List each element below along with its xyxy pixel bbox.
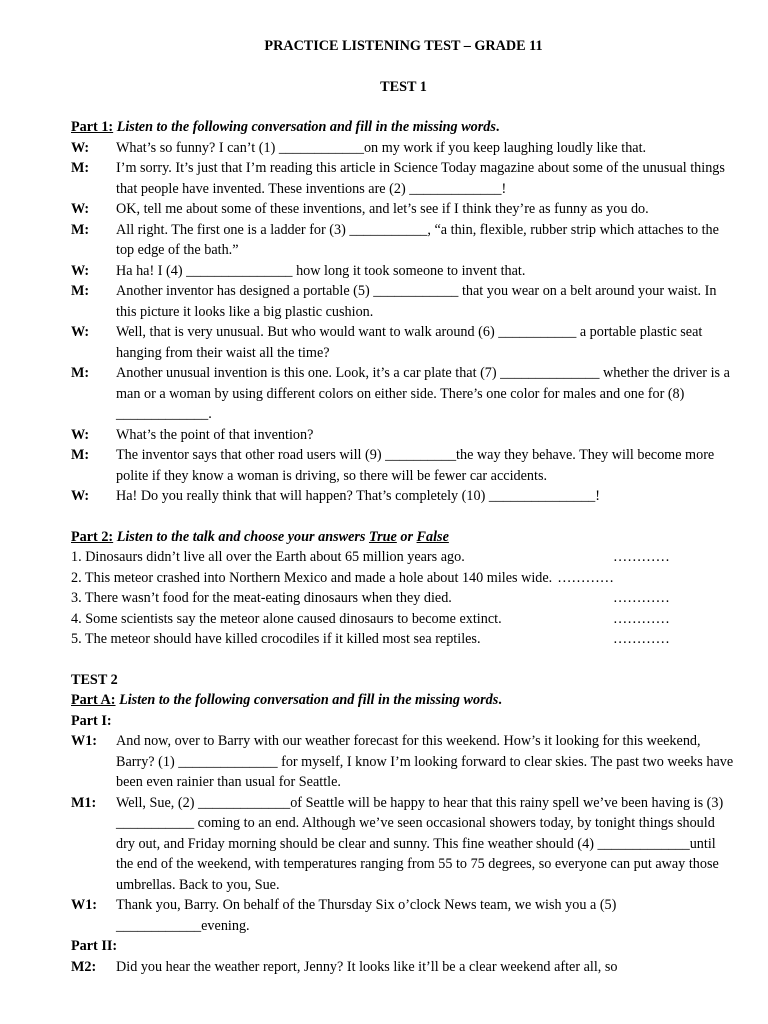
partII-label: Part II: — [71, 938, 118, 954]
statement-text: 5. The meteor should have killed crocodiles if it killed most sea reptiles. — [71, 631, 481, 647]
dialogue-text: Ha ha! I (4) _______________ how long it took someone to invent that. — [116, 262, 526, 279]
speaker-label: M: — [71, 447, 90, 463]
speaker-label: M2: — [71, 958, 97, 975]
document-title: PRACTICE LISTENING TEST – GRADE 11 — [264, 38, 543, 54]
dialogue-line — [71, 138, 736, 159]
part2-heading — [71, 527, 736, 548]
dialogue-text: The inventor says that other road users will (9) __________the way they behave. They will become more polite if they know a woman is driving, so there will be fewer car accidents. — [116, 447, 715, 484]
partI-conversation — [71, 731, 736, 936]
partA-instruction: Listen to the following conversation and fill in the missing words — [119, 692, 499, 708]
or-word: or — [400, 528, 413, 545]
dialogue-line — [71, 363, 736, 425]
test1-title: TEST 1 — [380, 78, 427, 95]
true-false-item — [71, 547, 736, 568]
part1-label: Part 1: — [71, 119, 114, 135]
true-false-item — [71, 568, 736, 589]
dialogue-line — [71, 322, 736, 363]
test2-title: TEST 2 — [71, 671, 118, 688]
dialogue-text: Thank you, Barry. On behalf of the Thursday Six o’clock News team, we wish you a (5) ____________evening. — [116, 897, 617, 934]
speaker-label: W1: — [71, 733, 98, 749]
dialogue-text: What’s the point of that invention? — [116, 426, 314, 443]
partA-label: Part A: — [71, 692, 116, 708]
false-word: False — [416, 528, 449, 545]
true-false-item — [71, 629, 736, 650]
dialogue-line — [71, 731, 736, 793]
speaker-label: W: — [71, 139, 90, 156]
dialogue-text: Another unusual invention is this one. Look, it’s a car plate that (7) ______________ whether the driver is a man or a woman by using different colors on either side. There’s one color for males and one for (8) _____________. — [116, 365, 730, 422]
true-false-item — [71, 588, 736, 609]
true-word: True — [368, 528, 397, 545]
answer-blank: ………… — [613, 631, 670, 647]
speaker-label: W: — [71, 324, 90, 340]
dialogue-line — [71, 281, 736, 322]
speaker-label: M1: — [71, 794, 97, 811]
answer-blank: ………… — [557, 569, 614, 586]
partI-label: Part I: — [71, 712, 112, 729]
dialogue-text: All right. The first one is a ladder for (3) ___________, “a thin, flexible, rubber strip which attaches to the top edge of the bath.” — [116, 221, 719, 258]
statement-text: 1. Dinosaurs didn’t live all over the Earth about 65 million years ago. — [71, 549, 465, 565]
speaker-label: W1: — [71, 897, 98, 913]
answer-blank: ………… — [613, 590, 670, 606]
answer-blank: ………… — [613, 610, 670, 627]
dialogue-text: What’s so funny? I can’t (1) ____________on my work if you keep laughing loudly like that. — [116, 139, 647, 156]
speaker-label: W: — [71, 426, 90, 443]
dialogue-text: Did you hear the weather report, Jenny? It looks like it’ll be a clear weekend after all, so — [116, 958, 618, 975]
part1-instruction: Listen to the following conversation and fill in the missing words — [116, 119, 496, 135]
dialogue-line — [71, 425, 736, 446]
speaker-label: W: — [71, 201, 90, 217]
dialogue-line — [71, 158, 736, 199]
speaker-label: W: — [71, 488, 90, 504]
dialogue-line — [71, 445, 736, 486]
statement-text: 3. There wasn’t food for the meat-eating dinosaurs when they died. — [71, 590, 452, 606]
part2-statements — [71, 547, 736, 650]
dialogue-text: Well, that is very unusual. But who would want to walk around (6) ___________ a portable plastic seat hanging from their waist all the time? — [116, 324, 703, 361]
speaker-label: M: — [71, 160, 90, 176]
speaker-label: M: — [71, 221, 90, 238]
dialogue-text: And now, over to Barry with our weather forecast for this weekend. How’s it looking for this weekend, Barry? (1) ______________ for myself, I know I’m looking forward to clear skies. The past two weeks have been even rainier than usual for Seattle. — [116, 733, 734, 790]
part2-instruction: Listen to the talk and choose your answers — [116, 528, 366, 545]
dialogue-line — [71, 895, 736, 936]
speaker-label: W: — [71, 262, 90, 279]
dialogue-line — [71, 486, 736, 507]
partA-heading — [71, 690, 736, 711]
dialogue-line — [71, 957, 736, 978]
document-page — [71, 36, 736, 977]
dialogue-text: Well, Sue, (2) _____________of Seattle will be happy to hear that this rainy spell we’ve been having is (3) ___________ coming to an end. Although we’ve seen occasional showers today, by tonight things should dry out, and Friday morning should be clear and sunny. This fine weather should (4) _____________until the end of the weekend, with temperatures ranging from 55 to 75 degrees, so everyone can put away those umbrellas. Back to you, Sue. — [116, 794, 724, 893]
partA-period: . — [498, 692, 502, 708]
dialogue-line — [71, 220, 736, 261]
dialogue-text: Ha! Do you really think that will happen? That’s completely (10) _______________! — [116, 488, 600, 504]
answer-blank: ………… — [613, 549, 670, 565]
dialogue-line — [71, 261, 736, 282]
part1-heading — [71, 117, 736, 138]
dialogue-line — [71, 793, 736, 896]
dialogue-text: Another inventor has designed a portable (5) ____________ that you wear on a belt around your waist. In this picture it looks like a big plastic cushion. — [116, 283, 717, 320]
speaker-label: M: — [71, 283, 90, 299]
true-false-item — [71, 609, 736, 630]
partII-conversation — [71, 957, 736, 978]
dialogue-text: OK, tell me about some of these inventions, and let’s see if I think they’re as funny as you do. — [116, 201, 649, 217]
statement-text: 2. This meteor crashed into Northern Mexico and made a hole about 140 miles wide. — [71, 569, 553, 586]
part1-period: . — [495, 119, 500, 135]
dialogue-line — [71, 199, 736, 220]
part1-conversation — [71, 138, 736, 507]
dialogue-text: I’m sorry. It’s just that I’m reading this article in Science Today magazine about some of the unusual things that people have invented. These inventions are (2) _____________! — [116, 160, 725, 197]
part2-label: Part 2: — [71, 528, 114, 545]
statement-text: 4. Some scientists say the meteor alone caused dinosaurs to become extinct. — [71, 610, 502, 627]
speaker-label: M: — [71, 365, 90, 381]
